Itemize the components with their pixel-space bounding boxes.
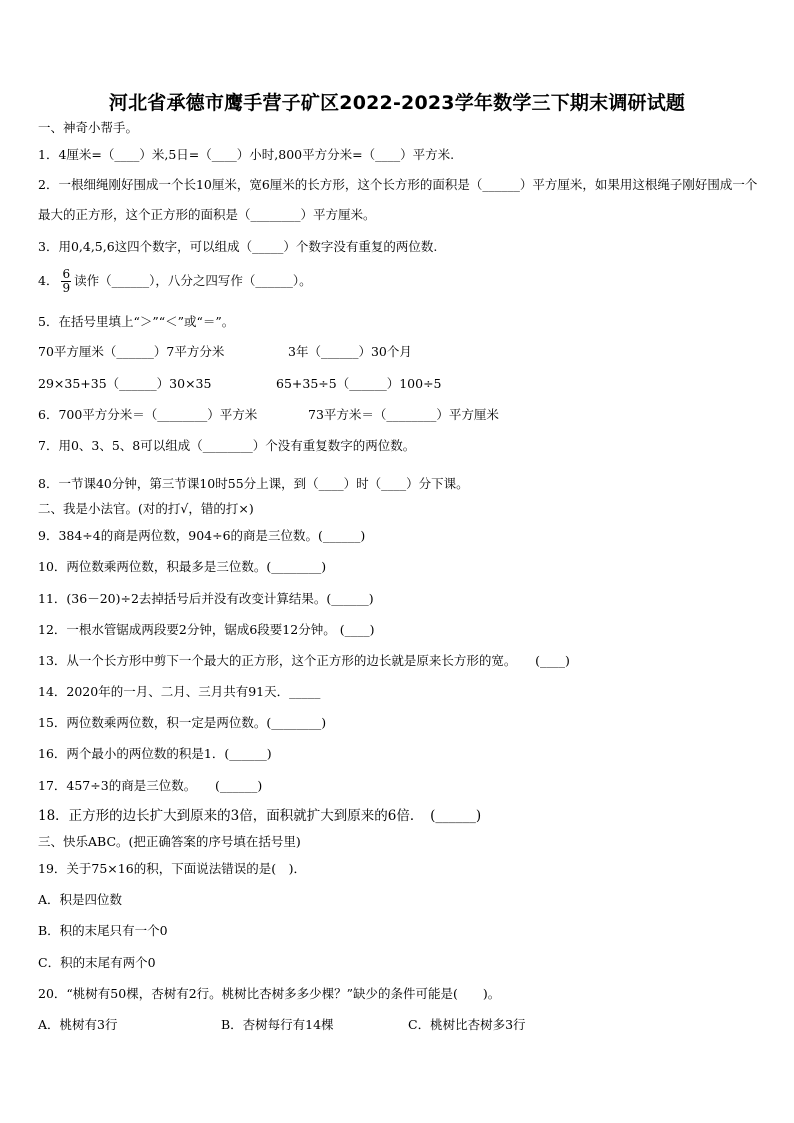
question-16: 16．两个最小的两位数的积是1．(______): [38, 746, 272, 761]
question-5-a: 70平方厘米（______）7平方分米: [38, 344, 225, 359]
question-6: [38, 407, 499, 423]
question-6-b: 73平方米＝（________）平方厘米: [308, 407, 499, 422]
section-heading-2: 二、我是小法官。(对的打√，错的打×): [38, 501, 254, 516]
question-15: 15．两位数乘两位数，积一定是两位数。(________): [38, 715, 327, 730]
question-5-d: 65+35÷5（______）100÷5: [276, 376, 442, 391]
question-20-option-a: A．桃树有3行: [38, 1017, 118, 1032]
fraction: [61, 268, 71, 295]
question-19-option-b: B．积的末尾只有一个0: [38, 923, 168, 938]
question-18: 18．正方形的边长扩大到原来的3倍，面积就扩大到原来的6倍． (______): [38, 808, 482, 824]
question-5-row-2: [38, 376, 442, 392]
question-20: 20．“桃树有50棵，杏树有2行。桃树比杏树多多少棵？”缺少的条件可能是( )。: [38, 986, 501, 1001]
question-5: 5．在括号里填上“＞”“＜”或“＝”。: [38, 314, 235, 329]
question-5-row-1: [38, 344, 412, 360]
question-8: 8．一节课40分钟，第三节课10时55分上课，到（____）时（____）分下课。: [38, 476, 469, 491]
question-1: 1．4厘米=（____）米,5日=（____）小时,800平方分米=（____）平方米.: [38, 147, 455, 162]
question-5-c: 29×35+35（______）30×35: [38, 376, 212, 391]
question-4-text: 读作（______），八分之四写作（______）。: [74, 273, 312, 288]
question-17: 17．457÷3的商是三位数。 (______): [38, 778, 263, 793]
question-14: 14．2020年的一月、二月、三月共有91天．_____: [38, 684, 321, 699]
question-10: 10．两位数乘两位数，积最多是三位数。(________): [38, 559, 327, 574]
question-4: [38, 268, 312, 295]
fraction-denominator: 9: [62, 281, 71, 295]
question-12: 12．一根水管锯成两段要2分钟，锯成6段要12分钟。 (____): [38, 622, 375, 637]
question-4-number: 4．: [38, 273, 59, 288]
question-3: 3．用0,4,5,6这四个数字，可以组成（_____）个数字没有重复的两位数.: [38, 239, 438, 254]
question-9: 9．384÷4的商是两位数，904÷6的商是三位数。(______): [38, 528, 366, 543]
page-title: 河北省承德市鹰手营子矿区2022-2023学年数学三下期末调研试题: [108, 92, 686, 114]
question-6-a: 6．700平方分米＝（________）平方米: [38, 407, 258, 422]
question-5-b: 3年（______）30个月: [288, 344, 412, 359]
question-19-option-c: C．积的末尾有两个0: [38, 955, 156, 970]
question-20-option-b: B．杏树每行有14棵: [221, 1017, 334, 1032]
question-11: 11．(36－20)÷2去掉括号后并没有改变计算结果。(______): [38, 591, 374, 606]
question-20-options: [38, 1017, 526, 1033]
section-heading-1: 一、神奇小帮手。: [38, 120, 139, 135]
question-7: 7．用0、3、5、8可以组成（________）个没有重复数字的两位数。: [38, 438, 416, 453]
question-19: 19．关于75×16的积，下面说法错误的是( )．: [38, 861, 306, 876]
question-19-option-a: A．积是四位数: [38, 892, 123, 907]
question-20-option-c: C．桃树比杏树多3行: [408, 1017, 526, 1032]
section-heading-3: 三、快乐ABC。(把正确答案的序号填在括号里): [38, 834, 301, 849]
question-2: 2．一根细绳刚好围成一个长10厘米，宽6厘米的长方形，这个长方形的面积是（______）平方厘米，如果用这根绳子刚好围成一个最大的正方形，这个正方形的面积是（________）平方厘米。: [38, 177, 758, 222]
question-13: 13．从一个长方形中剪下一个最大的正方形，这个正方形的边长就是原来长方形的宽。 (____): [38, 653, 570, 668]
fraction-numerator: 6: [62, 267, 71, 281]
